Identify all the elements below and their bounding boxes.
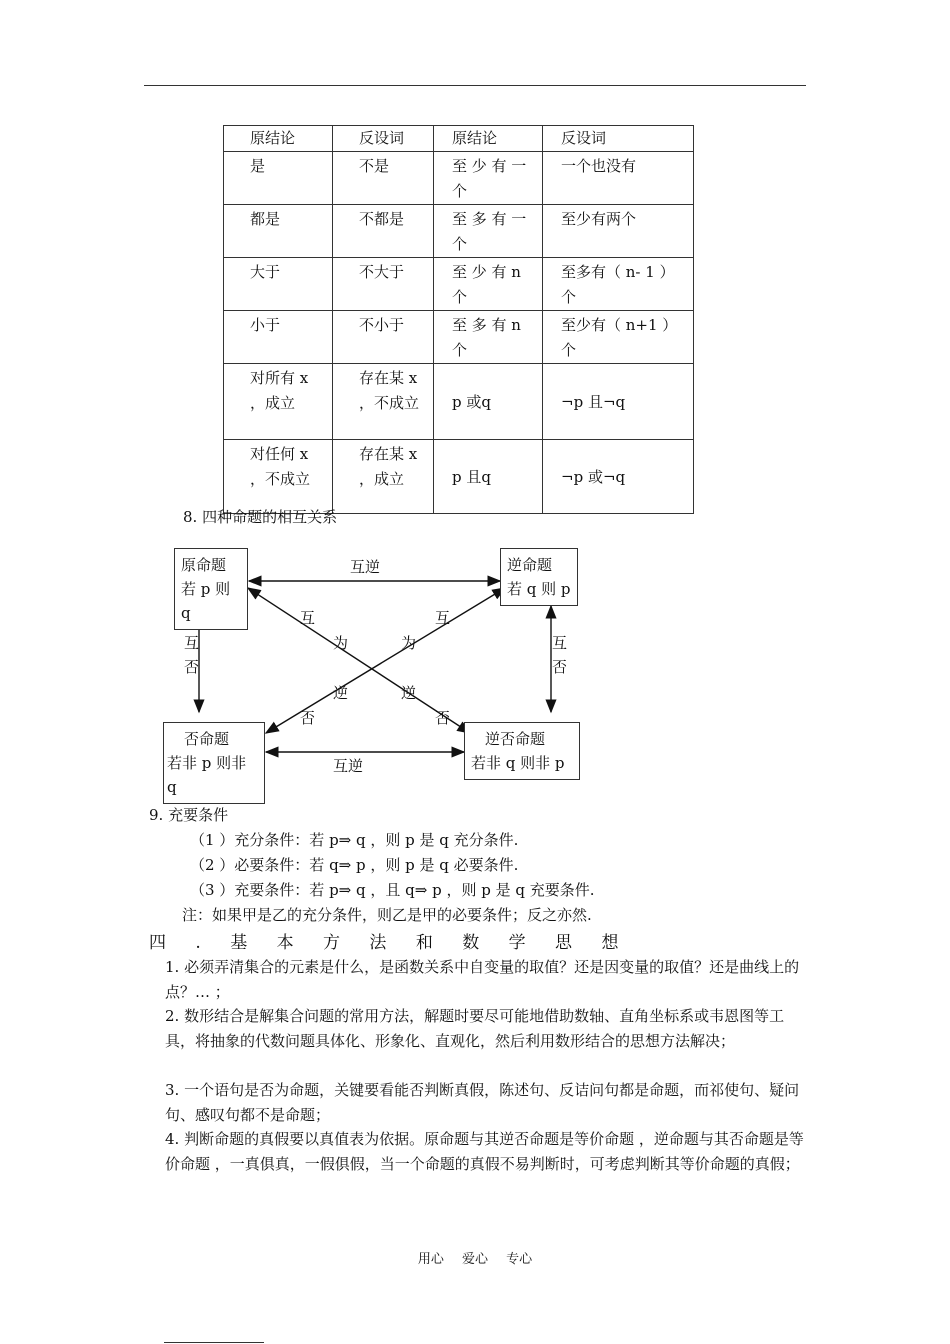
sufficient-necessary-condition: （3 ）充要条件：若 p⇒ q ，且 q⇒ p ，则 p 是 q 充要条件. [190, 881, 595, 899]
table-cell: 不小于 [333, 311, 434, 364]
table-cell: 不都是 [333, 205, 434, 258]
label-diag-right-2: 为 [401, 634, 417, 652]
box-contrapositive-body: 若非 q 则非 p [471, 754, 565, 772]
box-negation-body: 若非 p 则非 q [167, 754, 247, 796]
table-cell: 都是 [224, 205, 333, 258]
label-hu-ni-bottom: 互逆 [333, 757, 364, 775]
label-fou-right: 否 [552, 658, 568, 676]
box-contrapositive [464, 722, 580, 780]
box-negation [163, 722, 265, 804]
box-original [174, 548, 248, 630]
table-cell: ¬p 或¬q [543, 440, 694, 514]
table-cell: 小于 [224, 311, 333, 364]
table-cell: 至多有（ n- 1 ）个 [543, 258, 694, 311]
table-cell: 存在某 x ，不成立 [333, 364, 434, 440]
table-cell: 不大于 [333, 258, 434, 311]
table-cell: 至 多 有 n 个 [434, 311, 543, 364]
table-cell: 至少有两个 [543, 205, 694, 258]
label-diag-left-1: 互 [300, 609, 316, 627]
label-diag-right-4: 否 [435, 709, 451, 727]
label-diag-right-1: 互 [435, 609, 451, 627]
table-cell: p 且q [434, 440, 543, 514]
label-hu-right: 互 [552, 634, 568, 652]
header-cell: 反设词 [543, 126, 694, 152]
table-cell: 是 [224, 152, 333, 205]
table-cell: 存在某 x ，成立 [333, 440, 434, 514]
label-fou-left: 否 [184, 658, 200, 676]
table-cell: 对所有 x ，成立 [224, 364, 333, 440]
necessary-condition: （2 ）必要条件：若 q⇒ p ，则 p 是 q 必要条件. [190, 856, 519, 874]
label-hu-left: 互 [184, 634, 200, 652]
section-9-title: 9. 充要条件 [149, 806, 229, 824]
page-footer: 用心 爱心 专心 [417, 1252, 533, 1267]
table-cell: p 或q [434, 364, 543, 440]
table-cell: 不是 [333, 152, 434, 205]
paragraph-3: 3. 一个语句是否为命题，关键要看能否判断真假，陈述句、反诘问句都是命题，而祁使句、疑问句、感叹句都不是命题； [165, 1081, 800, 1124]
box-converse-body: 若 q 则 p [507, 580, 571, 598]
table-cell: 至 多 有 一 个 [434, 205, 543, 258]
table-cell: 至 少 有 n 个 [434, 258, 543, 311]
label-diag-left-3: 逆 [333, 684, 349, 702]
box-original-title: 原命题 [181, 556, 227, 574]
table-cell: 一个也没有 [543, 152, 694, 205]
table-cell: 至 少 有 一 个 [434, 152, 543, 205]
header-cell: 原结论 [224, 126, 333, 152]
footer-rule [164, 1342, 264, 1343]
box-converse-title: 逆命题 [507, 556, 553, 574]
paragraph-1: 1. 必须弄清集合的元素是什么，是函数关系中自变量的取值？还是因变量的取值？还是曲线上的点？… ； [165, 958, 800, 1001]
box-original-body: 若 p 则 q [181, 580, 231, 622]
table-cell: 大于 [224, 258, 333, 311]
section-8-title: 8. 四种命题的相互关系 [183, 508, 338, 526]
paragraph-2: 2. 数形结合是解集合问题的常用方法，解题时要尽可能地借助数轴、直角坐标系或韦恩图等工具，将抽象的代数问题具体化、形象化、直观化，然后利用数形结合的思想方法解决； [165, 1007, 785, 1050]
header-cell: 原结论 [434, 126, 543, 152]
label-hu-ni-top: 互逆 [350, 558, 381, 576]
label-diag-left-2: 为 [333, 634, 349, 652]
box-contrapositive-title: 逆否命题 [485, 730, 546, 748]
section-4-title: 四 . 基 本 方 法 和 数 学 思 想 [149, 933, 631, 953]
label-diag-right-3: 逆 [401, 684, 417, 702]
header-cell: 反设词 [333, 126, 434, 152]
box-converse [500, 548, 578, 606]
condition-note: 注：如果甲是乙的充分条件，则乙是甲的必要条件；反之亦然. [182, 906, 592, 924]
box-negation-title: 否命题 [184, 730, 230, 748]
label-diag-left-4: 否 [300, 709, 316, 727]
paragraph-4: 4. 判断命题的真假要以真值表为依据。原命题与其逆否命题是等价命题 ，逆命题与其否命题是等价命题 ，一真俱真，一假俱假，当一个命题的真假不易判断时，可考虑判断其等价命题的真假； [165, 1130, 804, 1173]
table-cell: ¬p 且¬q [543, 364, 694, 440]
table-cell: 至少有（ n+1 ）个 [543, 311, 694, 364]
table-cell: 对任何 x ，不成立 [224, 440, 333, 514]
sufficient-condition: （1 ）充分条件：若 p⇒ q ，则 p 是 q 充分条件. [190, 831, 519, 849]
